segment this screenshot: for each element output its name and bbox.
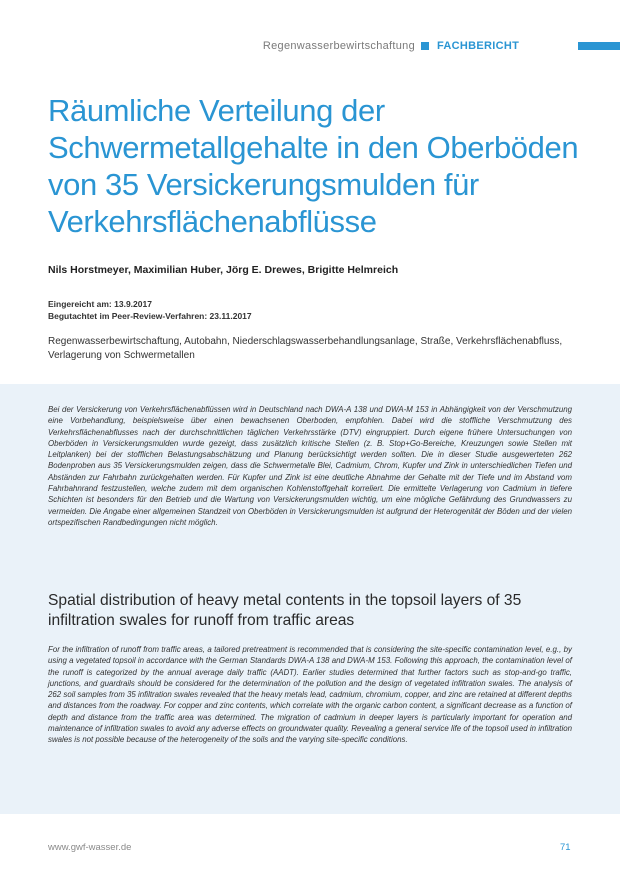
reviewed-date: Begutachtet im Peer-Review-Verfahren: 23.11.2017 (48, 311, 252, 321)
article-title: Räumliche Verteilung der Schwermetallgehalte in den Oberböden von 35 Versickerungsmulden für Verkehrsflächenabflüsse (48, 93, 579, 239)
header-article-type: FACHBERICHT (437, 40, 520, 52)
authors: Nils Horstmeyer, Maximilian Huber, Jörg E. Drewes, Brigitte Helmreich (48, 264, 399, 276)
header-square-marker (421, 42, 429, 50)
footer-url: www.gwf-wasser.de (48, 842, 132, 853)
abstract-english: For the infiltration of runoff from traffic areas, a tailored pretreatment is recommended that is considering the site-specific contamination level, e.g., by using a vegetated topsoil in accordance with the German Standards DWA-A 138 and DWA-M 153. Following this approach, the contamination level of the runoff is categorized by the annual average daily traffic (AADT). Earlier studies determined that further factors such as stop-and-go traffic, junctions, and guardrails should be considered for the determination of the pollution and the design of vegetated infiltration swales. The analysis of 262 soil samples from 35 infiltration swales revealed that the heavy metals lead, cadmium, chromium, copper, and zinc are retained at different depths and distances from the roadway. For copper and zinc contents, which correlate with the organic carbon content, a significant decrease as a function of depth and distance from the traffic area was determined. The migration of cadmium in deeper layers is particularly important for operation and maintenance of infiltration swales to avoid any adverse effects on groundwater quality. Revealing a general service life of the topsoil used in infiltration swales is not possible because of the heterogeneity of the soils and the varying site-specific conditions. (48, 645, 572, 745)
english-title: Spatial distribution of heavy metal contents in the topsoil layers of 35 infiltration swales for runoff from traffic areas (48, 592, 522, 629)
header-accent-bar (578, 42, 620, 50)
submitted-date: Eingereicht am: 13.9.2017 (48, 299, 152, 309)
keywords: Regenwasserbewirtschaftung, Autobahn, Niederschlagswasserbehandlungsanlage, Straße, Verkehrsflächenabfluss, Verlagerung von Schwermetallen (48, 336, 563, 361)
abstract-german: Bei der Versickerung von Verkehrsflächenabflüssen wird in Deutschland nach DWA-A 138 und DWA-M 153 in Abhängigkeit von der Verschmutzung eine Vorbehandlung, beispielsweise über einen bewachsenen Oberboden, empfohlen. Dabei wird die stoffliche Verschmutzung des Verkehrsflächenabflusses nach der durchschnittlichen täglichen Verkehrsstärke (DTV) eingruppiert. Durch eigene frühere Untersuchungen von Oberböden in Versickerungsmulden wurde gezeigt, dass zusätzlich kritische Stellen (z. B. Stop+Go-Bereiche, Kreuzungen sowie Stellen mit Leitplanken) bei der stofflichen Belastungsabschätzung und Planung berücksichtigt werden sollten. Die in dieser Studie ausgewerteten 262 Bodenproben aus 35 Versickerungsmulden zeigen, dass die Schwermetalle Blei, Cadmium, Chrom, Kupfer und Zink in unterschiedlichen Tiefen und Abständen zur Fahrbahn zurückgehalten werden. Für Kupfer und Zink ist eine deutliche Abnahme der Gehalte mit der Tiefe und im Abstand vom Fahrbahnrand festzustellen, welche zudem mit dem organischen Kohlenstoffgehalt korreliert. Die ermittelte Verlagerung von Cadmium in tiefere Schichten ist besonders für den Betrieb und die Wartung von Versickerungsmulden wichtig, um eine mögliche Gefährdung des Grundwassers zu vermeiden. Die Angabe einer allgemeinen Standzeit von Oberböden in Versickerungsmulden ist aufgrund der Heterogenität der Böden und der vielen ortspezifischen Randbedingungen nicht möglich. (48, 405, 572, 527)
running-header (0, 40, 620, 54)
submission-dates (48, 298, 252, 322)
header-section: Regenwasserbewirtschaftung (262, 40, 415, 52)
page-number: 71 (560, 842, 571, 853)
